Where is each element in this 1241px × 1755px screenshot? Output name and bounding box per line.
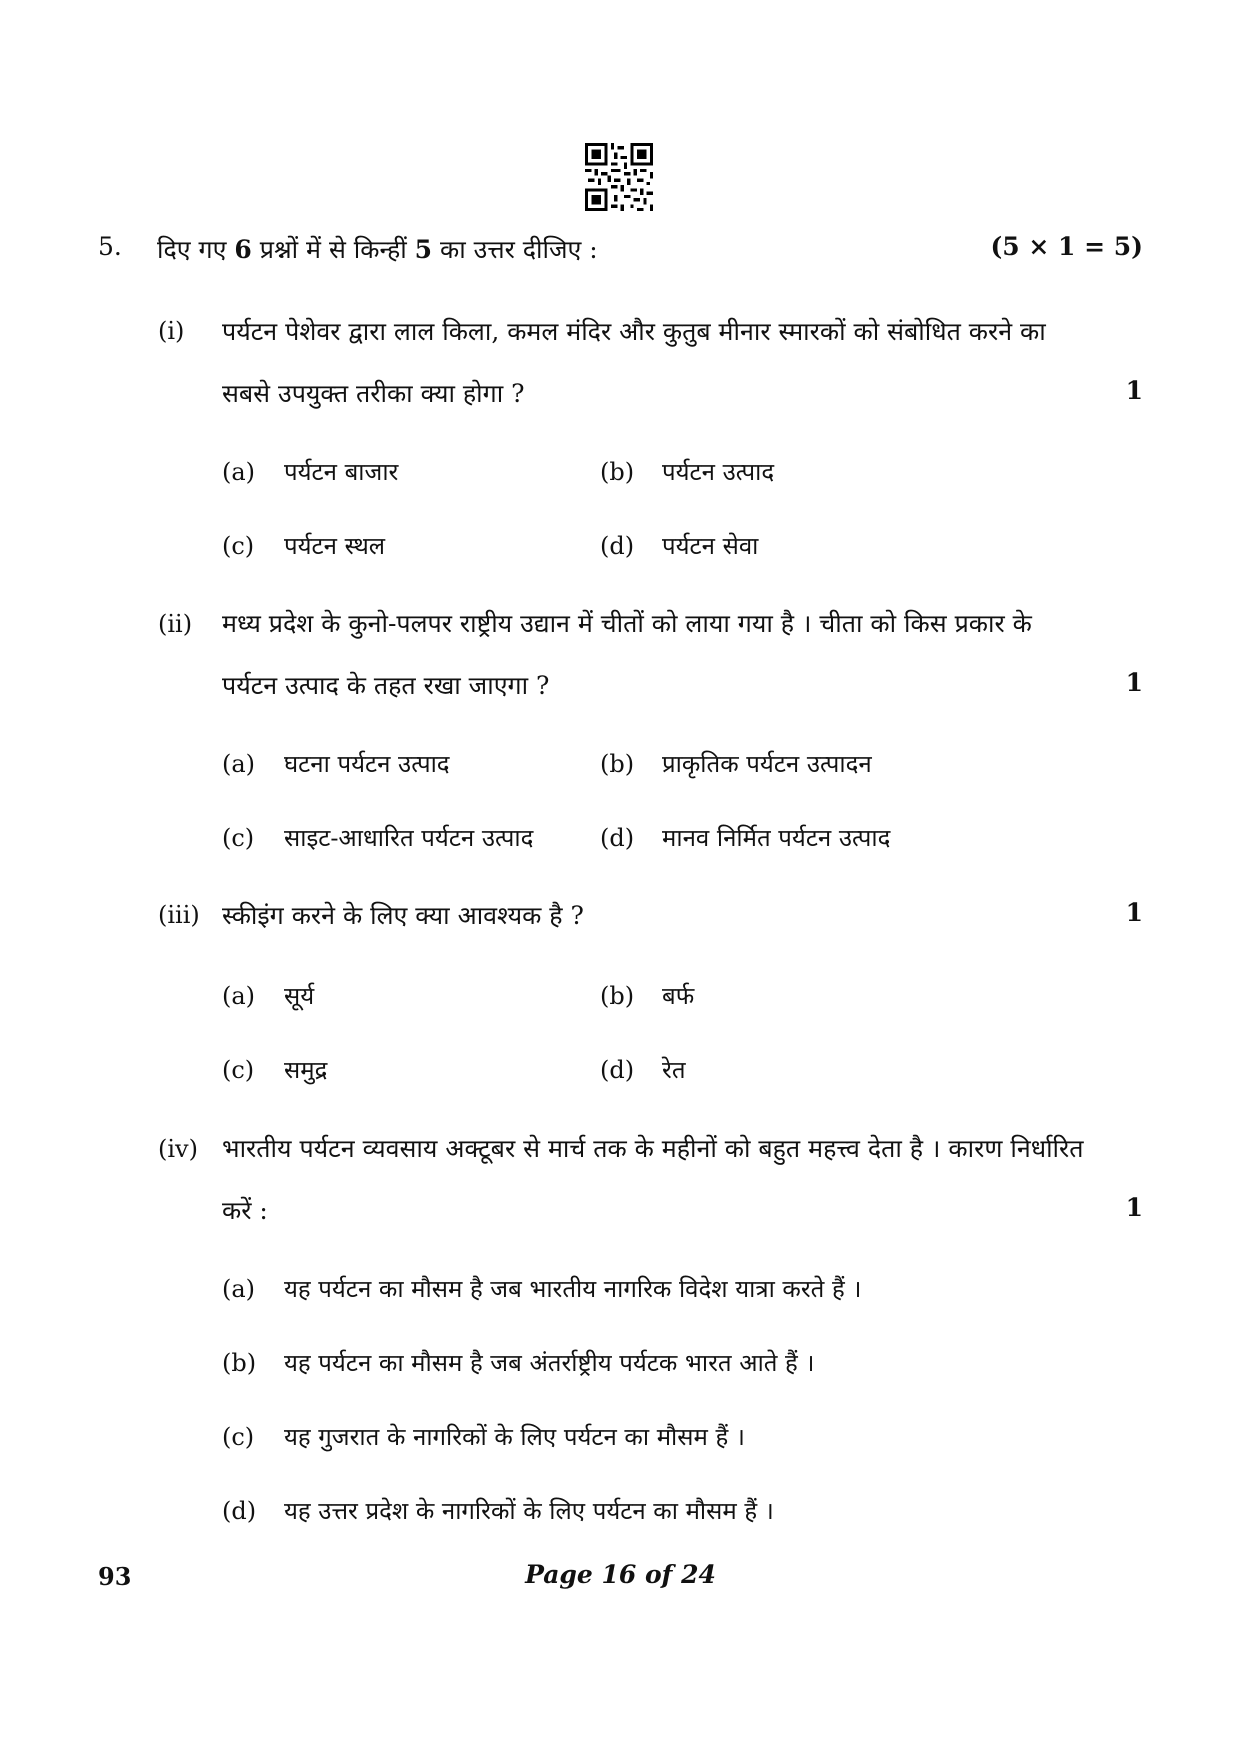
option-label: (a) — [222, 982, 256, 1010]
option-label: (b) — [600, 750, 635, 778]
option-text: समुद्र — [284, 1056, 328, 1084]
option-label: (d) — [600, 532, 635, 560]
page-number: Page 16 of 24 — [525, 1560, 716, 1589]
option-label: (a) — [222, 458, 256, 486]
option-label: (d) — [600, 1056, 635, 1084]
option-text: यह उत्तर प्रदेश के नागरिकों के लिए पर्यटन का मौसम हैं । — [284, 1497, 774, 1525]
paper-code: 93 — [98, 1562, 132, 1591]
subquestion-text-line: पर्यटन उत्पाद के तहत रखा जाएगा ? — [222, 671, 550, 700]
instruction-text-post: का उत्तर दीजिए : — [432, 235, 598, 264]
option-label: (b) — [600, 982, 635, 1010]
question-instruction — [157, 232, 598, 266]
subquestion-marks: 1 — [1125, 1193, 1143, 1222]
subquestion-marks: 1 — [1125, 898, 1143, 927]
option-label: (b) — [600, 458, 635, 486]
option-text: पर्यटन उत्पाद — [662, 458, 775, 486]
option-label: (a) — [222, 750, 256, 778]
option-text: पर्यटन स्थल — [284, 532, 386, 560]
option-text: प्राकृतिक पर्यटन उत्पादन — [662, 750, 872, 778]
option-label: (d) — [600, 824, 635, 852]
instruction-text-mid: प्रश्नों में से किन्हीं — [251, 235, 415, 264]
subquestion-label: (i) — [158, 317, 185, 345]
instruction-number-total: 6 — [234, 235, 252, 264]
option-label: (d) — [222, 1497, 257, 1525]
subquestion-text-line: भारतीय पर्यटन व्यवसाय अक्टूबर से मार्च तक के महीनों को बहुत महत्त्व देता है । कारण निर्धारित — [222, 1134, 1084, 1163]
question-number: 5. — [98, 232, 122, 261]
qr-code-icon — [585, 143, 653, 211]
subquestion-text-line: स्कीइंग करने के लिए क्या आवश्यक है ? — [222, 901, 584, 930]
option-text: यह गुजरात के नागरिकों के लिए पर्यटन का मौसम हैं । — [284, 1423, 745, 1451]
subquestion-marks: 1 — [1125, 668, 1143, 697]
option-text: सूर्य — [284, 982, 315, 1010]
subquestion-marks: 1 — [1125, 376, 1143, 405]
option-text: रेत — [662, 1056, 686, 1084]
option-label: (c) — [222, 824, 255, 852]
option-text: मानव निर्मित पर्यटन उत्पाद — [662, 824, 891, 852]
subquestion-label: (iii) — [158, 901, 200, 929]
subquestion-text-line: करें : — [222, 1196, 268, 1225]
option-text: यह पर्यटन का मौसम है जब अंतर्राष्ट्रीय पर्यटक भारत आते हैं । — [284, 1349, 815, 1377]
subquestion-label: (iv) — [158, 1135, 198, 1163]
option-text: बर्फ — [662, 982, 695, 1010]
subquestion-label: (ii) — [158, 610, 193, 638]
option-label: (a) — [222, 1275, 256, 1303]
option-label: (b) — [222, 1349, 257, 1377]
option-text: घटना पर्यटन उत्पाद — [284, 750, 450, 778]
question-marks: (5 × 1 = 5) — [990, 232, 1143, 261]
option-text: पर्यटन बाजार — [284, 458, 399, 486]
option-text: यह पर्यटन का मौसम है जब भारतीय नागरिक विदेश यात्रा करते हैं । — [284, 1275, 862, 1303]
subquestion-text-line: सबसे उपयुक्त तरीका क्या होगा ? — [222, 379, 525, 408]
option-text: पर्यटन सेवा — [662, 532, 759, 560]
subquestion-text-line: मध्य प्रदेश के कुनो-पलपर राष्ट्रीय उद्यान में चीतों को लाया गया है । चीता को किस प्रकार के — [222, 609, 1032, 638]
option-text: साइट-आधारित पर्यटन उत्पाद — [284, 824, 534, 852]
option-label: (c) — [222, 532, 255, 560]
instruction-number-attempt: 5 — [414, 235, 433, 264]
subquestion-text-line: पर्यटन पेशेवर द्वारा लाल किला, कमल मंदिर और कुतुब मीनार स्मारकों को संबोधित करने का — [222, 317, 1046, 346]
option-label: (c) — [222, 1056, 255, 1084]
option-label: (c) — [222, 1423, 255, 1451]
instruction-text-pre: दिए गए — [157, 235, 235, 264]
